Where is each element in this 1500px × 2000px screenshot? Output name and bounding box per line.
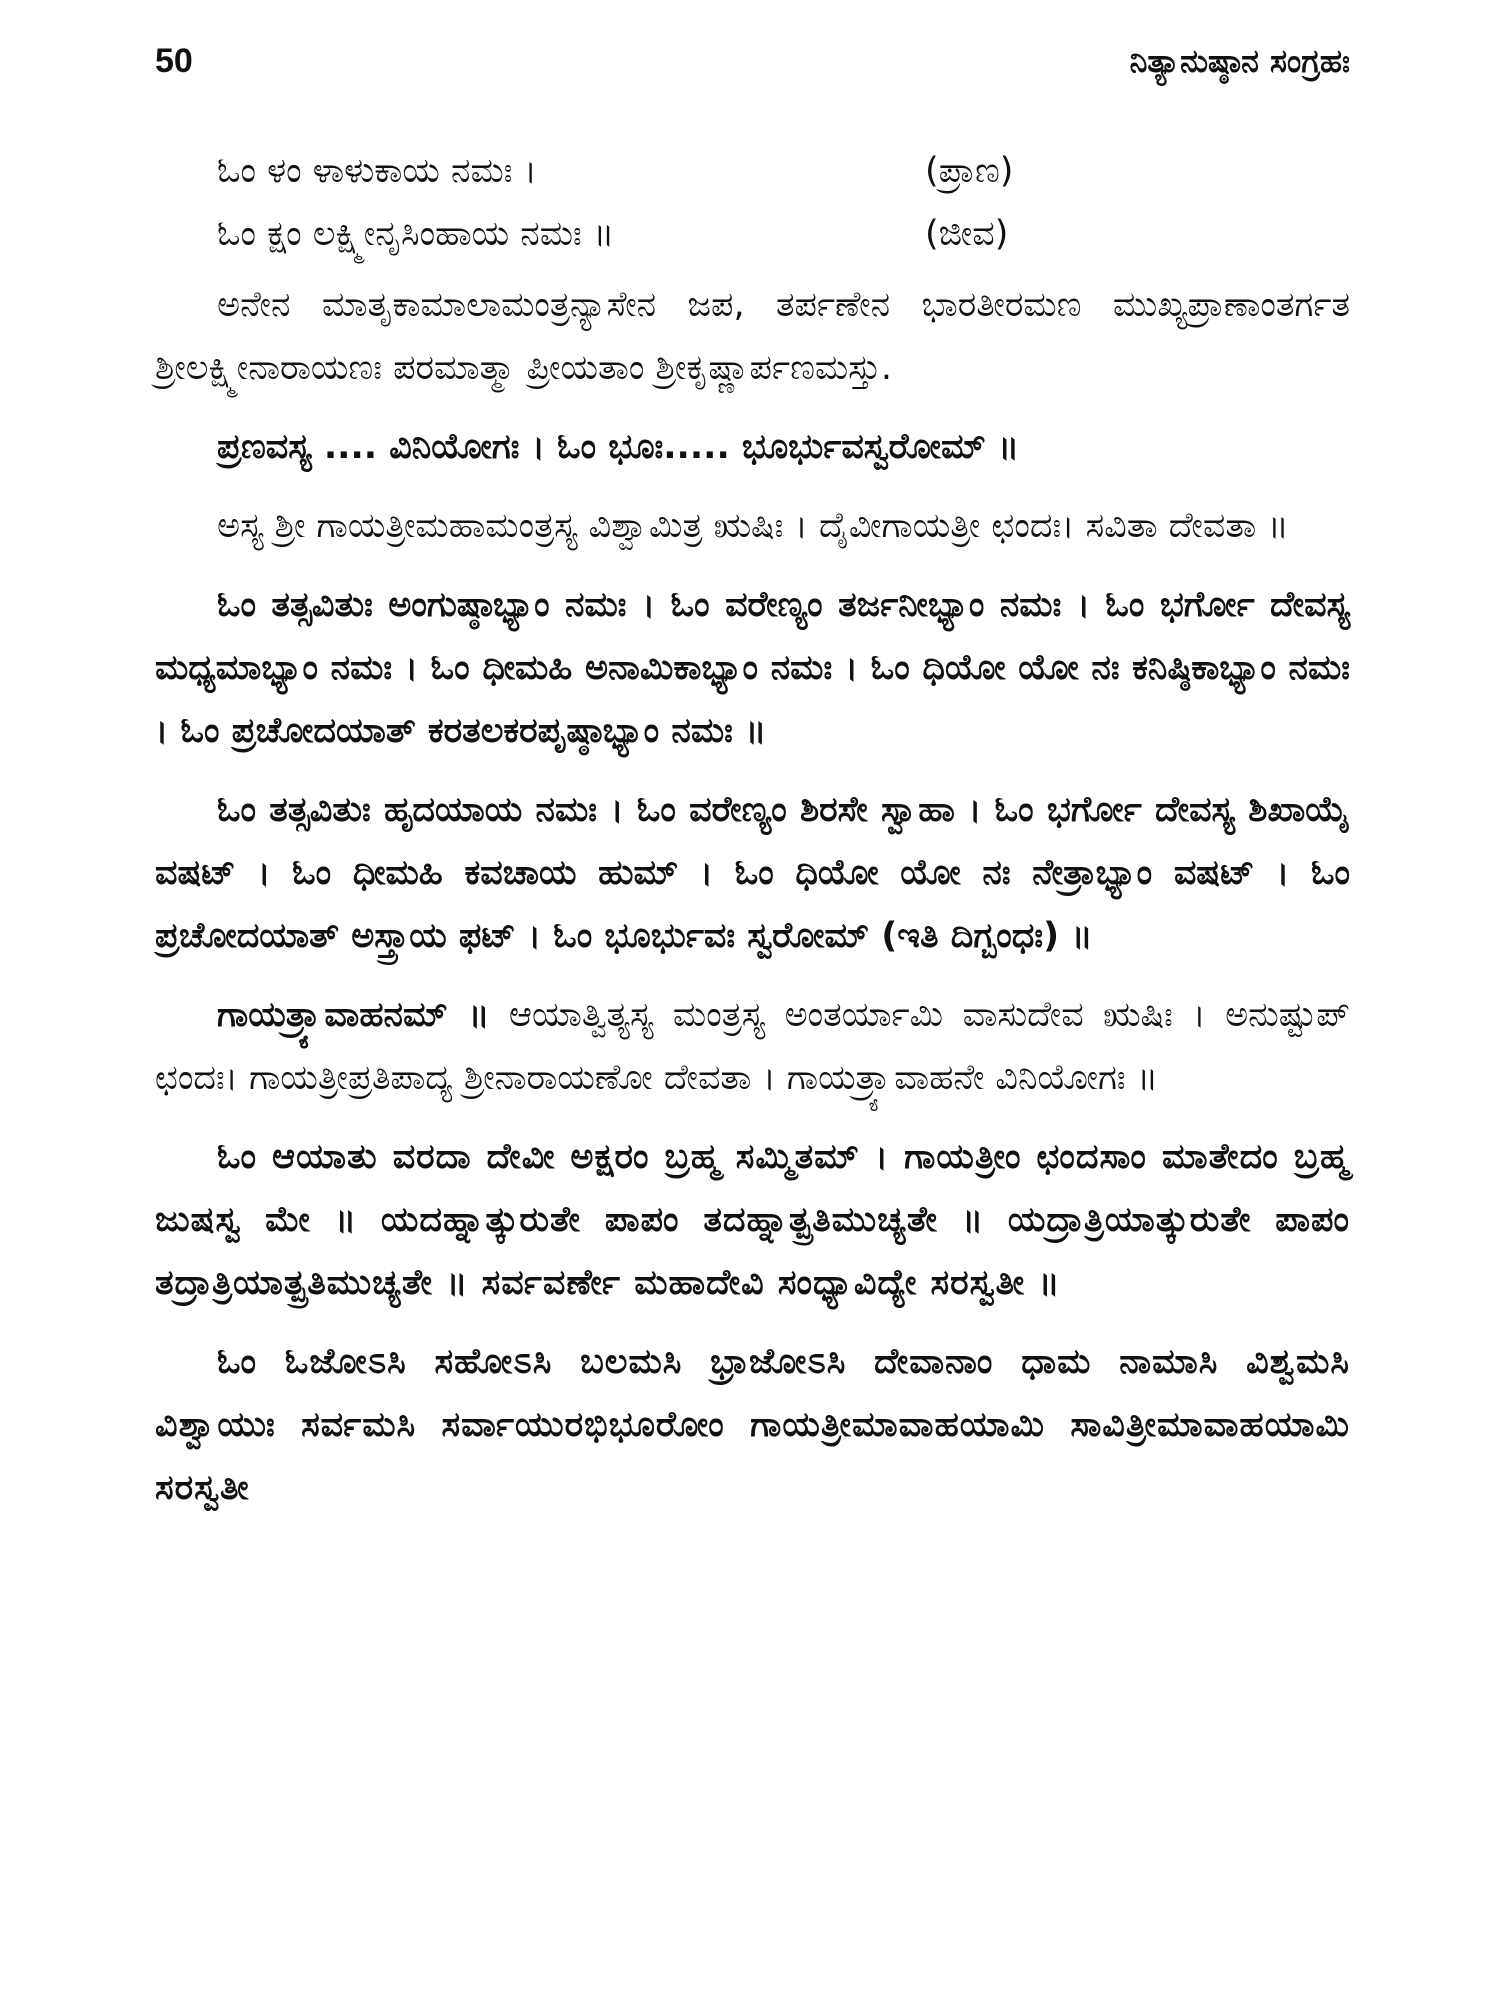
mantra-note: (ಪ್ರಾಣ): [925, 151, 1014, 191]
page-number: 50: [155, 42, 193, 80]
avahana-paragraph: [155, 984, 1350, 1110]
sankalpa-paragraph: ಅನೇನ ಮಾತೃಕಾಮಾಲಾಮಂತ್ರನ್ಯಾಸೇನ ಜಪ, ತರ್ಪಣೇನ ಭಾರತೀರಮಣ ಮುಖ್ಯಪ್ರಾಣಾಂತರ್ಗತ ಶ್ರೀಲಕ್ಷ್ಮೀನಾರಾಯಣಃ ಪರಮಾತ್ಮಾ ಪ್ರೀಯತಾಂ ಶ್ರೀಕೃಷ್ಣಾರ್ಪಣಮಸ್ತು.: [155, 285, 1350, 388]
pranava-paragraph: ಪ್ರಣವಸ್ಯ .... ವಿನಿಯೋಗಃ । ಓಂ ಭೂಃ..... ಭೂರ್ಭುವಸ್ವರೋಮ್ ॥: [217, 427, 1020, 467]
gayatri-rishi-paragraph: ಅಸ್ಯ ಶ್ರೀ ಗಾಯತ್ರೀಮಹಾಮಂತ್ರಸ್ಯ ವಿಶ್ವಾಮಿತ್ರ ಋಷಿಃ । ದೈವೀಗಾಯತ್ರೀ ಛಂದಃ। ಸವಿತಾ ದೇವತಾ ॥: [217, 506, 1289, 546]
mantra-note: (ಜೀವ): [925, 214, 1009, 254]
avahana-heading: ಗಾಯತ್ರ್ಯಾವಾಹನಮ್ ॥: [217, 995, 490, 1035]
ayatu-mantra: ಓಂ ಆಯಾತು ವರದಾ ದೇವೀ ಅಕ್ಷರಂ ಬ್ರಹ್ಮ ಸಮ್ಮಿತಮ್ । ಗಾಯತ್ರೀಂ ಛಂದಸಾಂ ಮಾತೇದಂ ಬ್ರಹ್ಮ ಜುಷಸ್ವ ಮೇ ॥ ಯದಹ್ನಾತ್ಕುರುತೇ ಪಾಪಂ ತದಹ್ನಾತ್ಪ್ರತಿಮುಚ್ಯತೇ ॥ ಯದ್ರಾತ್ರಿಯಾತ್ಕುರುತೇ ಪಾಪಂ ತದ್ರಾತ್ರಿಯಾತ್ಪ್ರತಿಮುಚ್ಯತೇ ॥ ಸರ್ವವರ್ಣೇ ಮಹಾದೇವಿ ಸಂಧ್ಯಾವಿದ್ಯೇ ಸರಸ್ವತೀ ॥: [155, 1137, 1350, 1303]
anga-nyasa-paragraph: ಓಂ ತತ್ಸವಿತುಃ ಹೃದಯಾಯ ನಮಃ । ಓಂ ವರೇಣ್ಯಂ ಶಿರಸೇ ಸ್ವಾಹಾ । ಓಂ ಭರ್ಗೋ ದೇವಸ್ಯ ಶಿಖಾಯೈ ವಷಟ್ । ಓಂ ಧೀಮಹಿ ಕವಚಾಯ ಹುಮ್ । ಓಂ ಧಿಯೋ ಯೋ ನಃ ನೇತ್ರಾಭ್ಯಾಂ ವಷಟ್ । ಓಂ ಪ್ರಚೋದಯಾತ್ ಅಸ್ತ್ರಾಯ ಫಟ್ । ಓಂ ಭೂರ್ಭುವಃ ಸ್ವರೋಮ್ (ಇತಿ ದಿಗ್ಬಂಧಃ) ॥: [155, 790, 1350, 956]
avahana-text: ಆಯಾತ್ವಿತ್ಯಸ್ಯ ಮಂತ್ರಸ್ಯ ಅಂತರ್ಯಾಮಿ ವಾಸುದೇವ ಋಷಿಃ । ಅನುಷ್ಟುಪ್ ಛಂದಃ। ಗಾಯತ್ರೀಪ್ರತಿಪಾದ್ಯ ಶ್ರೀನಾರಾಯಣೋ ದೇವತಾ । ಗಾಯತ್ರ್ಯಾವಾಹನೇ ವಿನಿಯೋಗಃ ॥: [155, 995, 1350, 1098]
running-title: ನಿತ್ಯಾನುಷ್ಠಾನ ಸಂಗ್ರಹಃ: [1129, 42, 1350, 80]
page-body: [155, 140, 1350, 1536]
mantra-line-jiva: [155, 203, 1350, 266]
mantra-text: ಓಂ ಳಂ ಳಾಳುಕಾಯ ನಮಃ ।: [217, 151, 537, 191]
mantra-text: ಓಂ ಕ್ಷಂ ಲಕ್ಷ್ಮೀನೃಸಿಂಹಾಯ ನಮಃ ॥: [217, 214, 615, 254]
mantra-line-prana: [155, 140, 1350, 203]
kara-nyasa-paragraph: ಓಂ ತತ್ಸವಿತುಃ ಅಂಗುಷ್ಠಾಭ್ಯಾಂ ನಮಃ । ಓಂ ವರೇಣ್ಯಂ ತರ್ಜನೀಭ್ಯಾಂ ನಮಃ । ಓಂ ಭರ್ಗೋ ದೇವಸ್ಯ ಮಧ್ಯಮಾಭ್ಯಾಂ ನಮಃ । ಓಂ ಧೀಮಹಿ ಅನಾಮಿಕಾಭ್ಯಾಂ ನಮಃ । ಓಂ ಧಿಯೋ ಯೋ ನಃ ಕನಿಷ್ಠಿಕಾಭ್ಯಾಂ ನಮಃ । ಓಂ ಪ್ರಚೋದಯಾತ್ ಕರತಲಕರಪೃಷ್ಠಾಭ್ಯಾಂ ನಮಃ ॥: [155, 585, 1350, 751]
page-header: [155, 42, 1350, 102]
ojosi-mantra: ಓಂ ಓಜೋಽಸಿ ಸಹೋಽಸಿ ಬಲಮಸಿ ಭ್ರಾಜೋಽಸಿ ದೇವಾನಾಂ ಧಾಮ ನಾಮಾಸಿ ವಿಶ್ವಮಸಿ ವಿಶ್ವಾಯುಃ ಸರ್ವಮಸಿ ಸರ್ವಾಯುರಭಿಭೂರೋಂ ಗಾಯತ್ರೀಮಾವಾಹಯಾಮಿ ಸಾವಿತ್ರೀಮಾವಾಹಯಾಮಿ ಸರಸ್ವತೀ: [155, 1342, 1350, 1508]
